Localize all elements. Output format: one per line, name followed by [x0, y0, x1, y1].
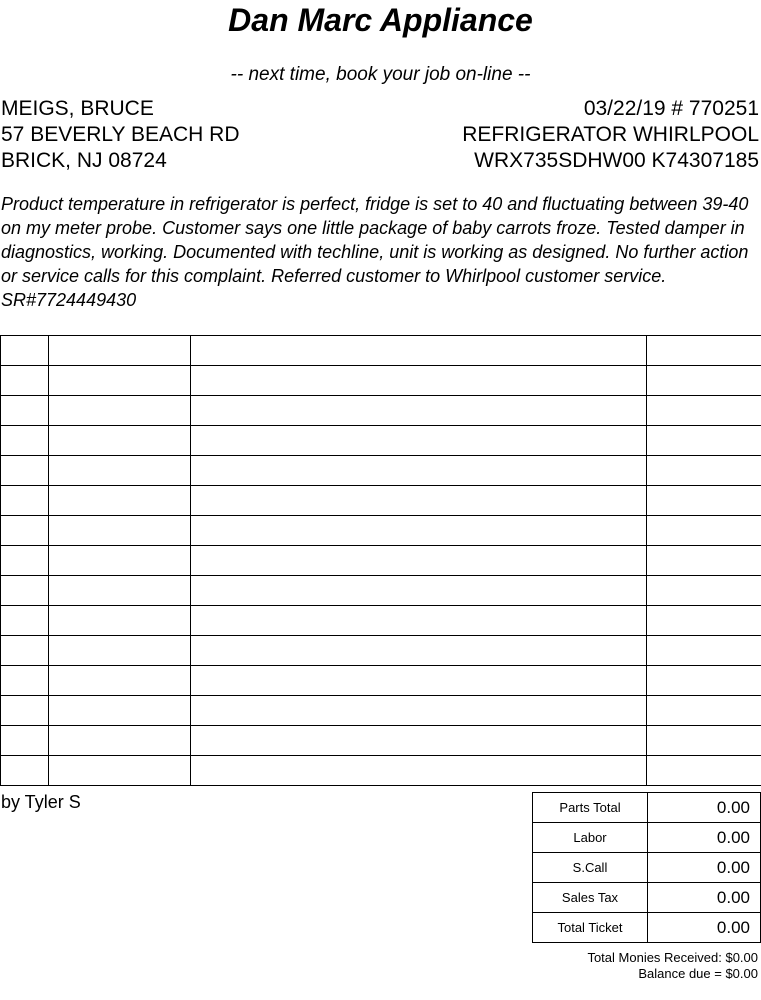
table-row	[1, 456, 761, 486]
totals-row	[533, 793, 761, 823]
labor-value: 0.00	[648, 823, 761, 853]
totals-table	[532, 792, 761, 943]
totals-row	[533, 913, 761, 943]
sales-tax-label: Sales Tax	[533, 883, 648, 913]
price-cell	[647, 666, 761, 696]
qty-cell	[1, 756, 49, 786]
service-call-label: S.Call	[533, 853, 648, 883]
price-cell	[647, 426, 761, 456]
qty-cell	[1, 516, 49, 546]
table-row	[1, 696, 761, 726]
table-row	[1, 576, 761, 606]
description-cell	[191, 606, 647, 636]
price-cell	[647, 606, 761, 636]
description-cell	[191, 486, 647, 516]
job-info	[462, 96, 759, 174]
part-number-cell	[49, 606, 191, 636]
total-ticket-label: Total Ticket	[533, 913, 648, 943]
part-number-cell	[49, 426, 191, 456]
part-number-cell	[49, 366, 191, 396]
qty-cell	[1, 576, 49, 606]
qty-cell	[1, 426, 49, 456]
technician-name: by Tyler S	[1, 792, 81, 812]
description-cell	[191, 336, 647, 366]
table-row	[1, 726, 761, 756]
table-row	[1, 756, 761, 786]
qty-cell	[1, 546, 49, 576]
description-cell	[191, 666, 647, 696]
price-cell	[647, 456, 761, 486]
table-row	[1, 606, 761, 636]
price-cell	[647, 486, 761, 516]
price-cell	[647, 696, 761, 726]
part-number-cell	[49, 576, 191, 606]
part-number-cell	[49, 726, 191, 756]
qty-cell	[1, 336, 49, 366]
description-cell	[191, 576, 647, 606]
ticket-date-number: 03/22/19 # 770251	[583, 97, 759, 120]
price-cell	[647, 516, 761, 546]
table-row	[1, 336, 761, 366]
table-row	[1, 366, 761, 396]
description-cell	[191, 696, 647, 726]
price-cell	[647, 636, 761, 666]
table-row	[1, 516, 761, 546]
part-number-cell	[49, 516, 191, 546]
qty-cell	[1, 486, 49, 516]
part-number-cell	[49, 666, 191, 696]
customer-name: MEIGS, BRUCE	[1, 97, 154, 120]
balance-due: Balance due = $0.00	[638, 966, 758, 981]
price-cell	[647, 726, 761, 756]
monies-received: Total Monies Received: $0.00	[587, 950, 758, 965]
price-cell	[647, 756, 761, 786]
qty-cell	[1, 696, 49, 726]
description-cell	[191, 366, 647, 396]
description-cell	[191, 636, 647, 666]
price-cell	[647, 576, 761, 606]
tagline: -- next time, book your job on-line --	[230, 64, 531, 85]
qty-cell	[1, 636, 49, 666]
model-serial: WRX735SDHW00 K74307185	[474, 149, 759, 172]
table-row	[1, 486, 761, 516]
customer-street: 57 BEVERLY BEACH RD	[1, 123, 240, 146]
customer-city: BRICK, NJ 08724	[1, 149, 167, 172]
description-cell	[191, 546, 647, 576]
part-number-cell	[49, 636, 191, 666]
labor-label: Labor	[533, 823, 648, 853]
qty-cell	[1, 726, 49, 756]
description-cell	[191, 516, 647, 546]
parts-table	[0, 335, 761, 786]
description-cell	[191, 426, 647, 456]
totals-row	[533, 823, 761, 853]
description-cell	[191, 456, 647, 486]
part-number-cell	[49, 696, 191, 726]
customer-address	[1, 96, 240, 174]
price-cell	[647, 546, 761, 576]
table-row	[1, 396, 761, 426]
price-cell	[647, 396, 761, 426]
part-number-cell	[49, 396, 191, 426]
price-cell	[647, 336, 761, 366]
company-title: Dan Marc Appliance	[228, 2, 533, 38]
part-number-cell	[49, 336, 191, 366]
totals-row	[533, 883, 761, 913]
appliance-type: REFRIGERATOR WHIRLPOOL	[462, 123, 759, 146]
table-row	[1, 666, 761, 696]
totals-row	[533, 853, 761, 883]
description-cell	[191, 756, 647, 786]
parts-total-label: Parts Total	[533, 793, 648, 823]
service-call-value: 0.00	[648, 853, 761, 883]
part-number-cell	[49, 756, 191, 786]
price-cell	[647, 366, 761, 396]
total-ticket-value: 0.00	[648, 913, 761, 943]
table-row	[1, 636, 761, 666]
parts-total-value: 0.00	[648, 793, 761, 823]
qty-cell	[1, 456, 49, 486]
description-cell	[191, 726, 647, 756]
qty-cell	[1, 366, 49, 396]
table-row	[1, 546, 761, 576]
part-number-cell	[49, 486, 191, 516]
qty-cell	[1, 396, 49, 426]
part-number-cell	[49, 456, 191, 486]
service-notes: Product temperature in refrigerator is perfect, fridge is set to 40 and fluctuating between 39-40 on my meter probe. Customer says one little package of baby carrots froze. Tested damper in diagnostics, working. Documented with techline, unit is working as designed. No further action or service calls for this complaint. Referred customer to Whirlpool customer service. SR#7724449430	[1, 194, 749, 310]
table-row	[1, 426, 761, 456]
part-number-cell	[49, 546, 191, 576]
description-cell	[191, 396, 647, 426]
qty-cell	[1, 666, 49, 696]
payment-summary	[587, 950, 758, 982]
sales-tax-value: 0.00	[648, 883, 761, 913]
qty-cell	[1, 606, 49, 636]
